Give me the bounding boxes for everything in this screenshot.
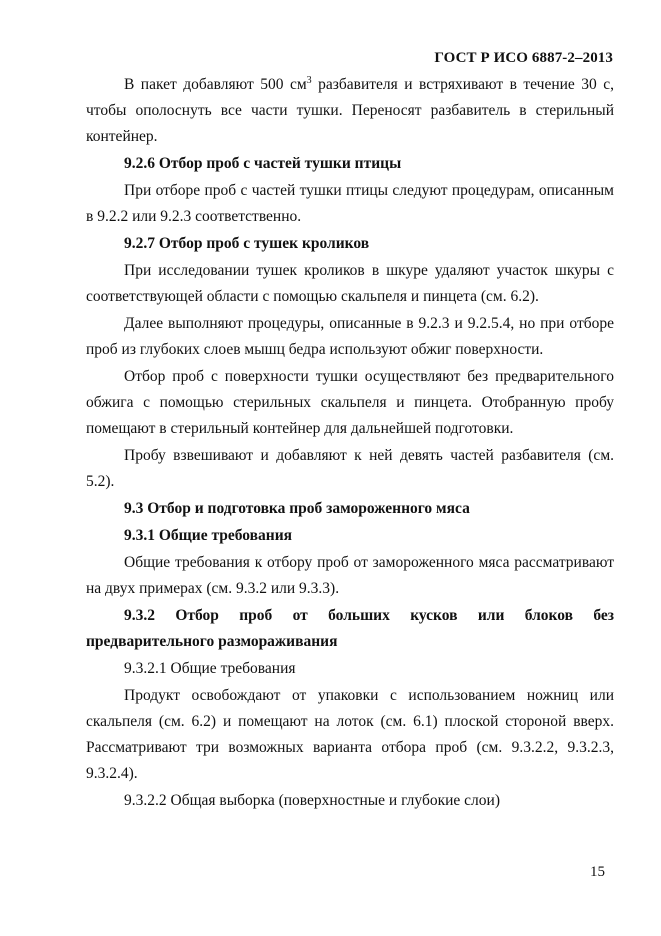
paragraph-frozen-general: Общие требования к отбору проб от замороженного мяса рассматривают на двух примерах (см. 9.3.2 или 9.3.3). — [86, 554, 614, 597]
heading-9-3-2: 9.3.2 Отбор проб от больших кусков или блоков без предварительного размораживания — [86, 607, 614, 650]
standard-header: ГОСТ Р ИСО 6887-2–2013 — [434, 50, 613, 66]
subheading-9-3-2-1: 9.3.2.1 Общие требования — [124, 660, 296, 677]
page-content — [86, 72, 614, 814]
paragraph-diluent — [86, 72, 614, 150]
heading-9-3: 9.3 Отбор и подготовка проб замороженного мяса — [124, 500, 470, 517]
paragraph-rabbit-skin: При исследовании тушек кроликов в шкуре удаляют участок шкуры с соответствующей области с помощью скальпеля и пинцета (см. 6.2). — [86, 262, 614, 305]
page-number: 15 — [590, 864, 605, 880]
paragraph-procedures: Далее выполняют процедуры, описанные в 9.2.3 и 9.2.5.4, но при отборе проб из глубоких слоев мышц бедра используют обжиг поверхности. — [86, 315, 614, 358]
paragraph-diluent-part2: разбавителя и встряхивают в течение 30 с, чтобы ополоснуть все части тушки. Переносят разбавитель в стерильный контейнер. — [86, 76, 614, 145]
heading-9-2-7: 9.2.7 Отбор проб с тушек кроликов — [124, 235, 370, 252]
paragraph-diluent-part1: В пакет добавляют 500 см — [124, 76, 307, 93]
subheading-9-3-2-2: 9.3.2.2 Общая выборка (поверхностные и глубокие слои) — [124, 792, 500, 809]
heading-9-3-1: 9.3.1 Общие требования — [124, 527, 293, 544]
paragraph-poultry-parts: При отборе проб с частей тушки птицы следуют процедурам, описанным в 9.2.2 или 9.2.3 соответственно. — [86, 182, 614, 225]
heading-9-2-6: 9.2.6 Отбор проб с частей тушки птицы — [124, 155, 402, 172]
paragraph-unpacking: Продукт освобождают от упаковки с использованием ножниц или скальпеля (см. 6.2) и помещают на лоток (см. 6.1) плоской стороной вверх. Рассматривают три возможных варианта отбора проб (см. 9.3.2.2, 9.3.2.3, 9.3.2.4). — [86, 687, 614, 782]
paragraph-surface-sampling: Отбор проб с поверхности тушки осуществляют без предварительного обжига с помощью стерильных скальпеля и пинцета. Отобранную пробу помещают в стерильный контейнер для дальнейшей подготовки. — [86, 368, 614, 437]
paragraph-weigh: Пробу взвешивают и добавляют к ней девять частей разбавителя (см. 5.2). — [86, 447, 614, 490]
superscript-3: 3 — [306, 75, 312, 86]
